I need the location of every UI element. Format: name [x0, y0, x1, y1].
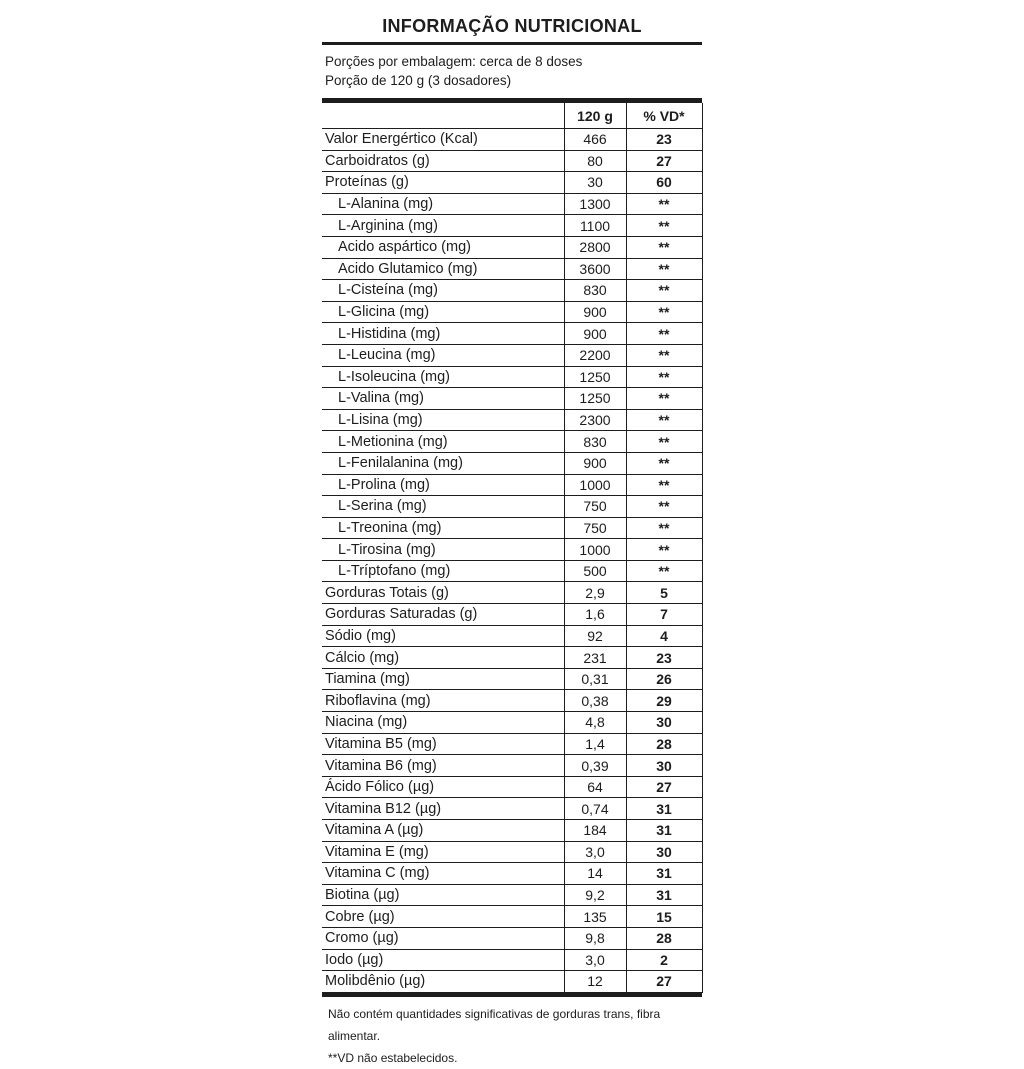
nutrient-dv: ** — [626, 474, 702, 496]
nutrient-name: Cálcio (mg) — [322, 647, 564, 669]
table-row — [322, 388, 702, 410]
nutrient-name: L-Fenilalanina (mg) — [322, 452, 564, 474]
table-row — [322, 129, 702, 151]
nutrient-amount: 184 — [564, 820, 626, 842]
nutrient-name: Vitamina B12 (µg) — [322, 798, 564, 820]
table-row — [322, 712, 702, 734]
table-row — [322, 366, 702, 388]
table-row — [322, 971, 702, 993]
nutrient-amount: 14 — [564, 863, 626, 885]
nutrient-dv: ** — [626, 452, 702, 474]
nutrient-dv: 31 — [626, 863, 702, 885]
serving-size: Porção de 120 g (3 dosadores) — [325, 73, 512, 88]
nutrient-name: Gorduras Saturadas (g) — [322, 604, 564, 626]
nutrition-table — [322, 103, 703, 993]
table-row — [322, 172, 702, 194]
table-row — [322, 344, 702, 366]
nutrient-dv: ** — [626, 560, 702, 582]
table-row — [322, 193, 702, 215]
table-row — [322, 215, 702, 237]
nutrient-name: Riboflavina (mg) — [322, 690, 564, 712]
nutrient-name: Ácido Fólico (µg) — [322, 776, 564, 798]
nutrient-name: Proteínas (g) — [322, 172, 564, 194]
nutrient-amount: 500 — [564, 560, 626, 582]
nutrient-name: L-Cisteína (mg) — [322, 280, 564, 302]
footnotes — [322, 1003, 702, 1069]
nutrient-name: Niacina (mg) — [322, 712, 564, 734]
nutrient-dv: ** — [626, 258, 702, 280]
nutrient-name: Cromo (µg) — [322, 927, 564, 949]
nutrient-name: L-Arginina (mg) — [322, 215, 564, 237]
table-row — [322, 409, 702, 431]
nutrient-dv: ** — [626, 344, 702, 366]
table-row — [322, 906, 702, 928]
table-row — [322, 474, 702, 496]
column-header-empty — [322, 103, 564, 129]
nutrient-amount: 1,6 — [564, 604, 626, 626]
nutrient-dv: 26 — [626, 668, 702, 690]
nutrient-name: Carboidratos (g) — [322, 150, 564, 172]
nutrient-amount: 3,0 — [564, 949, 626, 971]
table-row — [322, 539, 702, 561]
nutrient-dv: 60 — [626, 172, 702, 194]
nutrient-amount: 830 — [564, 431, 626, 453]
nutrient-name: Tiamina (mg) — [322, 668, 564, 690]
nutrient-name: L-Histidina (mg) — [322, 323, 564, 345]
nutrient-amount: 2200 — [564, 344, 626, 366]
table-row — [322, 236, 702, 258]
footnote-dv-note: **VD não estabelecidos. — [328, 1050, 458, 1065]
nutrient-dv: ** — [626, 323, 702, 345]
table-row — [322, 776, 702, 798]
nutrient-name: L-Tirosina (mg) — [322, 539, 564, 561]
nutrient-dv: 31 — [626, 884, 702, 906]
servings-per-package: Porções por embalagem: cerca de 8 doses — [325, 54, 583, 69]
nutrient-amount: 9,2 — [564, 884, 626, 906]
nutrient-amount: 0,31 — [564, 668, 626, 690]
nutrient-name: Valor Energértico (Kcal) — [322, 129, 564, 151]
nutrient-amount: 1000 — [564, 474, 626, 496]
table-row — [322, 280, 702, 302]
nutrient-amount: 4,8 — [564, 712, 626, 734]
nutrient-amount: 0,74 — [564, 798, 626, 820]
nutrient-dv: ** — [626, 301, 702, 323]
table-row — [322, 560, 702, 582]
nutrient-amount: 1,4 — [564, 733, 626, 755]
nutrient-dv: 27 — [626, 971, 702, 993]
nutrient-name: Biotina (µg) — [322, 884, 564, 906]
label-title: INFORMAÇÃO NUTRICIONAL — [382, 16, 642, 36]
nutrient-amount: 30 — [564, 172, 626, 194]
nutrient-name: L-Glicina (mg) — [322, 301, 564, 323]
nutrient-amount: 64 — [564, 776, 626, 798]
nutrient-amount: 12 — [564, 971, 626, 993]
table-row — [322, 431, 702, 453]
nutrient-name: L-Metionina (mg) — [322, 431, 564, 453]
nutrient-dv: ** — [626, 388, 702, 410]
table-row — [322, 258, 702, 280]
nutrient-name: Cobre (µg) — [322, 906, 564, 928]
table-row — [322, 150, 702, 172]
table-row — [322, 301, 702, 323]
footnote-trans-fat: Não contém quantidades significativas de gorduras trans, fibra alimentar. — [328, 1006, 661, 1043]
table-row — [322, 798, 702, 820]
nutrient-dv: 27 — [626, 150, 702, 172]
nutrient-dv: ** — [626, 280, 702, 302]
nutrient-name: L-Valina (mg) — [322, 388, 564, 410]
nutrient-amount: 466 — [564, 129, 626, 151]
nutrient-dv: ** — [626, 409, 702, 431]
nutrient-dv: ** — [626, 517, 702, 539]
table-row — [322, 647, 702, 669]
nutrient-name: Vitamina A (µg) — [322, 820, 564, 842]
nutrient-amount: 231 — [564, 647, 626, 669]
nutrient-amount: 3600 — [564, 258, 626, 280]
nutrient-dv: 30 — [626, 755, 702, 777]
nutrient-name: Vitamina B6 (mg) — [322, 755, 564, 777]
nutrient-dv: 27 — [626, 776, 702, 798]
nutrient-amount: 900 — [564, 323, 626, 345]
nutrient-amount: 2300 — [564, 409, 626, 431]
table-row — [322, 884, 702, 906]
title-divider — [322, 42, 702, 45]
column-header-dv: % VD* — [626, 103, 702, 129]
nutrient-dv: 5 — [626, 582, 702, 604]
nutrient-name: Vitamina C (mg) — [322, 863, 564, 885]
table-row — [322, 927, 702, 949]
table-row — [322, 820, 702, 842]
nutrient-dv: 29 — [626, 690, 702, 712]
nutrient-amount: 0,38 — [564, 690, 626, 712]
nutrient-amount: 900 — [564, 301, 626, 323]
nutrient-amount: 92 — [564, 625, 626, 647]
column-header-amount: 120 g — [564, 103, 626, 129]
nutrient-amount: 135 — [564, 906, 626, 928]
nutrient-amount: 2,9 — [564, 582, 626, 604]
nutrition-label — [322, 16, 702, 1069]
nutrient-amount: 900 — [564, 452, 626, 474]
nutrient-dv: 4 — [626, 625, 702, 647]
nutrient-dv: ** — [626, 193, 702, 215]
nutrient-name: L-Lisina (mg) — [322, 409, 564, 431]
nutrient-dv: 31 — [626, 798, 702, 820]
nutrient-dv: 28 — [626, 733, 702, 755]
nutrient-dv: ** — [626, 431, 702, 453]
nutrient-dv: 15 — [626, 906, 702, 928]
nutrient-dv: ** — [626, 496, 702, 518]
nutrient-dv: ** — [626, 539, 702, 561]
nutrient-dv: 23 — [626, 129, 702, 151]
table-row — [322, 755, 702, 777]
table-row — [322, 582, 702, 604]
nutrient-amount: 750 — [564, 517, 626, 539]
table-row — [322, 517, 702, 539]
nutrient-dv: ** — [626, 215, 702, 237]
nutrient-amount: 2800 — [564, 236, 626, 258]
table-row — [322, 604, 702, 626]
nutrient-amount: 1100 — [564, 215, 626, 237]
nutrient-name: Sódio (mg) — [322, 625, 564, 647]
table-row — [322, 496, 702, 518]
nutrient-dv: 31 — [626, 820, 702, 842]
nutrient-name: L-Leucina (mg) — [322, 344, 564, 366]
table-row — [322, 841, 702, 863]
nutrient-name: Acido Glutamico (mg) — [322, 258, 564, 280]
nutrient-dv: 23 — [626, 647, 702, 669]
nutrient-amount: 80 — [564, 150, 626, 172]
nutrient-name: L-Serina (mg) — [322, 496, 564, 518]
serving-info — [322, 52, 702, 90]
nutrient-name: Molibdênio (µg) — [322, 971, 564, 993]
nutrient-amount: 1250 — [564, 366, 626, 388]
nutrient-dv: 30 — [626, 712, 702, 734]
nutrient-name: Vitamina E (mg) — [322, 841, 564, 863]
table-row — [322, 668, 702, 690]
nutrient-amount: 1300 — [564, 193, 626, 215]
nutrient-dv: 30 — [626, 841, 702, 863]
nutrient-dv: 2 — [626, 949, 702, 971]
nutrient-amount: 9,8 — [564, 927, 626, 949]
nutrient-amount: 1250 — [564, 388, 626, 410]
table-row — [322, 863, 702, 885]
table-row — [322, 733, 702, 755]
nutrient-name: L-Prolina (mg) — [322, 474, 564, 496]
nutrient-name: Iodo (µg) — [322, 949, 564, 971]
table-row — [322, 452, 702, 474]
nutrient-name: L-Treonina (mg) — [322, 517, 564, 539]
footer-divider — [322, 993, 702, 997]
table-row — [322, 323, 702, 345]
nutrient-name: L-Tríptofano (mg) — [322, 560, 564, 582]
nutrient-amount: 750 — [564, 496, 626, 518]
table-row — [322, 949, 702, 971]
nutrient-dv: ** — [626, 236, 702, 258]
nutrient-name: L-Isoleucina (mg) — [322, 366, 564, 388]
nutrient-dv: ** — [626, 366, 702, 388]
nutrient-name: Vitamina B5 (mg) — [322, 733, 564, 755]
nutrient-amount: 0,39 — [564, 755, 626, 777]
nutrient-amount: 830 — [564, 280, 626, 302]
nutrient-name: Acido aspártico (mg) — [322, 236, 564, 258]
header-row — [322, 103, 702, 129]
nutrient-name: L-Alanina (mg) — [322, 193, 564, 215]
nutrient-dv: 7 — [626, 604, 702, 626]
table-row — [322, 690, 702, 712]
nutrient-amount: 1000 — [564, 539, 626, 561]
table-row — [322, 625, 702, 647]
nutrient-amount: 3,0 — [564, 841, 626, 863]
nutrient-name: Gorduras Totais (g) — [322, 582, 564, 604]
nutrient-dv: 28 — [626, 927, 702, 949]
